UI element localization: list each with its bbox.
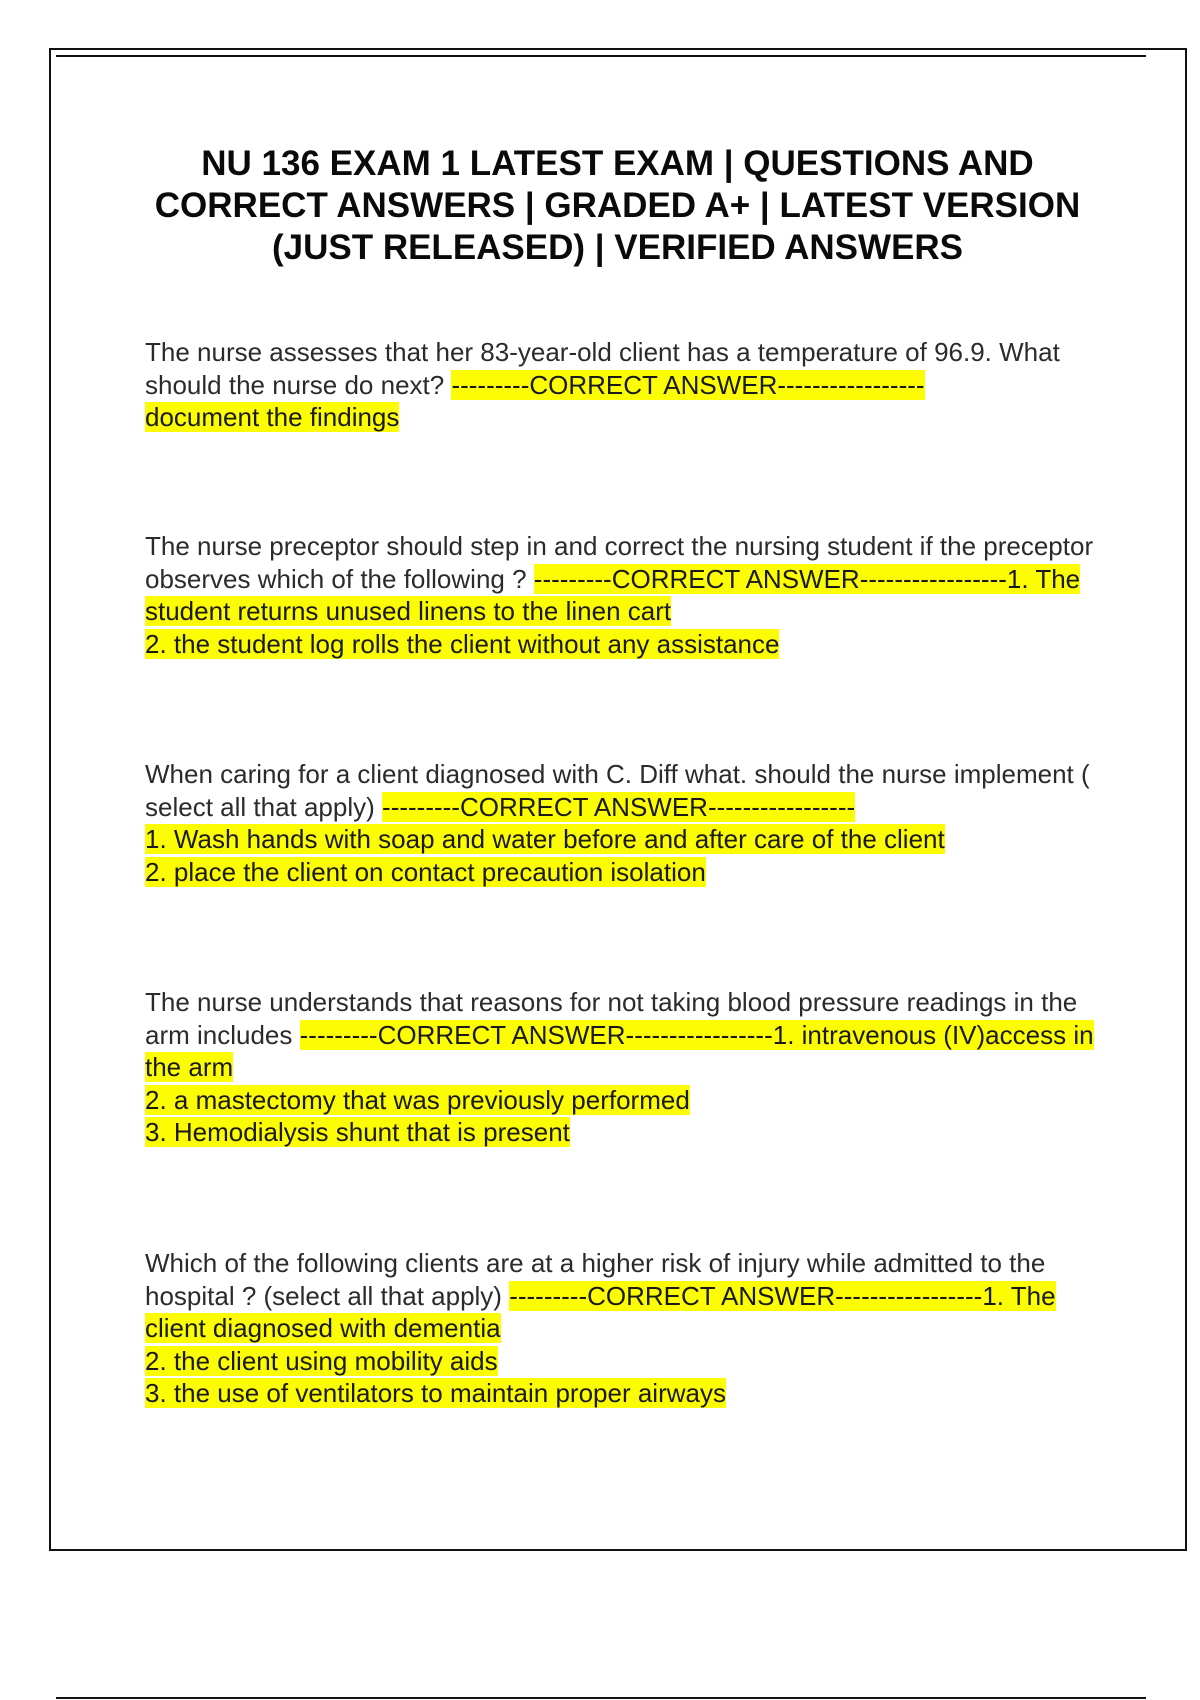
answer-line: 1. intravenous (IV)access in the arm [145,1019,1094,1082]
question-text: When caring for a client diagnosed with C. Diff what. should the nurse implement ( select all that apply) [145,759,1090,822]
correct-answer-marker: ---------CORRECT ANSWER----------------- [451,369,925,400]
answer-line: 2. the client using mobility aids [145,1345,498,1376]
qa-item-5 [145,1247,1095,1410]
answer-line: 2. a mastectomy that was previously performed [145,1084,690,1115]
top-rule [56,55,1146,57]
answer-line: 3. the use of ventilators to maintain proper airways [145,1378,726,1408]
question-text: Which of the following clients are at a higher risk of injury while admitted to the hospital ? (select all that apply) [145,1248,1046,1311]
correct-answer-marker: ---------CORRECT ANSWER----------------- [533,563,1007,594]
correct-answer-marker: ---------CORRECT ANSWER----------------- [382,791,856,822]
bottom-rule [56,1697,1146,1699]
question-text: The nurse assesses that her 83-year-old client has a temperature of 96.9. What should the nurse do next? [145,337,1060,400]
answer-line: 2. the student log rolls the client without any assistance [145,628,780,659]
answer-line: 1. The client diagnosed with dementia [145,1280,1056,1343]
question-text: The nurse understands that reasons for not taking blood pressure readings in the arm includes [145,987,1078,1050]
correct-answer-marker: ---------CORRECT ANSWER----------------- [509,1280,983,1311]
answer-line: 3. Hemodialysis shunt that is present [145,1117,570,1147]
question-text: The nurse preceptor should step in and correct the nursing student if the preceptor observes which of the following ? [145,531,1094,594]
answer-line: 1. The student returns unused linens to the linen cart [145,563,1081,626]
qa-item-1 [145,336,1095,434]
correct-answer-marker: ---------CORRECT ANSWER----------------- [299,1019,773,1050]
answer-line: document the findings [145,402,400,432]
answer-line: 2. place the client on contact precaution isolation [145,856,706,887]
qa-item-2 [145,530,1095,660]
answer-line: 1. Wash hands with soap and water before and after care of the client [145,824,945,854]
qa-item-3 [145,758,1095,888]
document-title: NU 136 EXAM 1 LATEST EXAM | QUESTIONS AND CORRECT ANSWERS | GRADED A+ | LATEST VERSION (JUST RELEASED) | VERIFIED ANSWERS [154,144,1081,267]
qa-item-4 [145,986,1095,1149]
